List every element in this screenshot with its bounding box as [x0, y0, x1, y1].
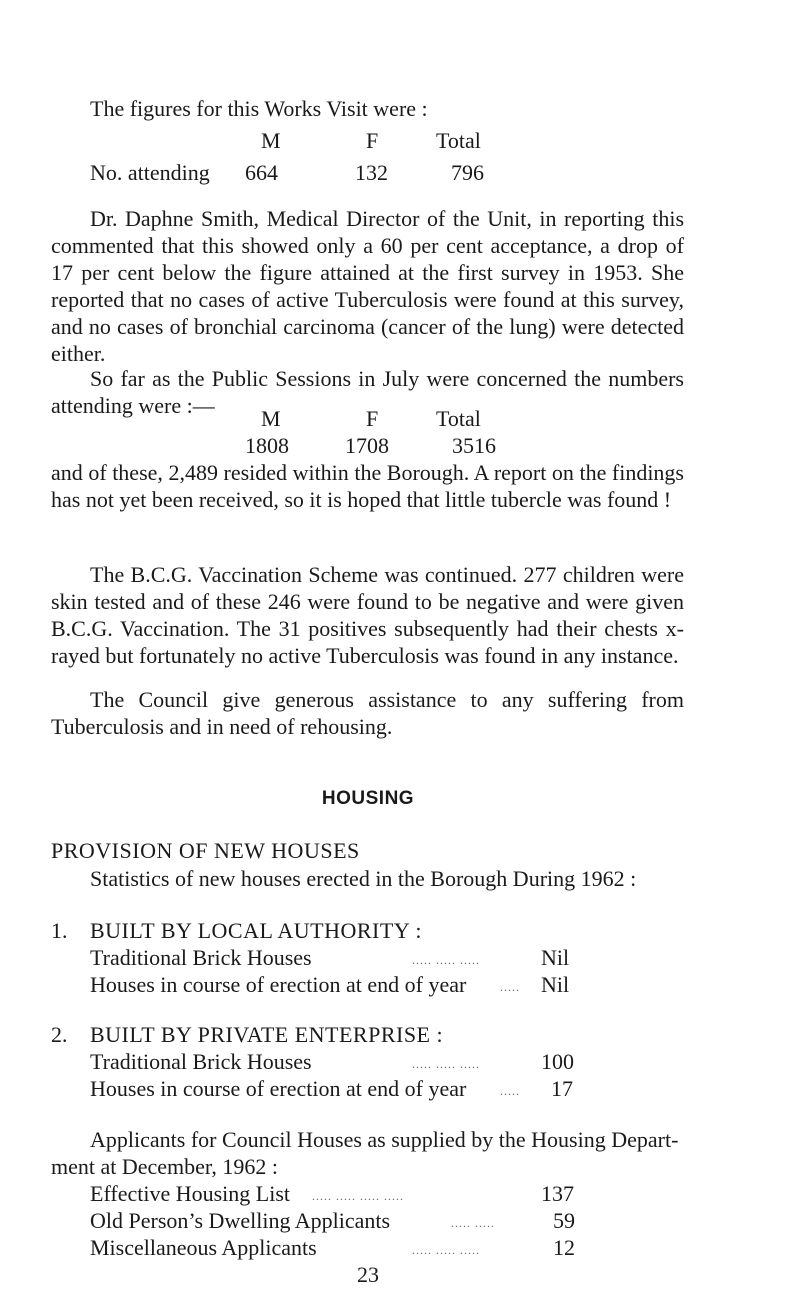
- section-2-item-1-value: 100: [541, 1049, 574, 1074]
- paragraph-bcg-text: The B.C.G. Vaccination Scheme was continued. 277 children were skin tested and of these 246 were found to be negative and were given B.C.G. Vaccination. The 31 positives subsequently had their chests x-rayed but fortunately no active Tuberculosis was found in any instance.: [51, 562, 684, 668]
- section-1-item-2-label: Houses in course of erection at end of year: [90, 972, 467, 997]
- paragraph-bcg: [51, 561, 684, 669]
- applicants-intro-line-2: ment at December, 1962 :: [51, 1154, 278, 1179]
- section-1-title: BUILT BY LOCAL AUTHORITY :: [90, 918, 422, 943]
- section-1-item-1-value: Nil: [541, 945, 570, 970]
- section-1-item-2-value: Nil: [541, 972, 570, 997]
- public-sessions-intro: So far as the Public Sessions in July were concerned the numbers attending were :—: [51, 366, 684, 418]
- section-1-item-2-dots: .....: [500, 980, 520, 994]
- section-2-title: BUILT BY PRIVATE ENTERPRISE :: [90, 1022, 444, 1047]
- paragraph-council: [51, 686, 684, 740]
- section-1-item-1-label: Traditional Brick Houses: [90, 945, 312, 970]
- applicant-row-old-person-dots: ..... .....: [451, 1216, 495, 1230]
- public-sessions-header-f: F: [366, 406, 379, 431]
- applicant-row-misc-dots: ..... ..... .....: [412, 1243, 480, 1257]
- paragraph-council-text: The Council give generous assistance to any suffering from Tuberculosis and in need of rehousing.: [51, 687, 684, 739]
- works-visit-header-f: F: [366, 128, 379, 153]
- public-sessions-value-total: 3516: [452, 433, 496, 458]
- public-sessions-header-total: Total: [436, 406, 481, 431]
- paragraph-public-sessions-after: [51, 459, 684, 513]
- public-sessions-value-f: 1708: [345, 433, 389, 458]
- applicant-row-misc-label: Miscellaneous Applicants: [90, 1235, 317, 1260]
- applicant-row-old-person-label: Old Person’s Dwelling Applicants: [90, 1208, 391, 1233]
- applicant-row-misc-value: 12: [553, 1235, 575, 1260]
- public-sessions-after-text: and of these, 2,489 resided within the Borough. A report on the findings has not yet been received, so it is hoped that little tubercle was found !: [51, 460, 684, 512]
- page-number: 23: [357, 1262, 379, 1287]
- works-visit-value-f: 132: [355, 160, 388, 185]
- paragraph-smith-report: [51, 205, 684, 367]
- housing-subheading: PROVISION OF NEW HOUSES: [51, 838, 360, 863]
- section-2-item-2-dots: .....: [500, 1084, 520, 1098]
- section-2-item-2-label: Houses in course of erection at end of year: [90, 1076, 467, 1101]
- section-2-item-1-dots: ..... ..... .....: [412, 1057, 480, 1071]
- works-visit-intro: The figures for this Works Visit were :: [90, 96, 428, 121]
- applicants-intro-line-1: Applicants for Council Houses as supplied by the Housing Depart-: [90, 1127, 679, 1152]
- section-2-item-2-value: 17: [551, 1076, 573, 1101]
- section-2-number: 2.: [51, 1022, 68, 1047]
- housing-heading: HOUSING: [321, 788, 415, 809]
- housing-statistics-line: Statistics of new houses erected in the Borough During 1962 :: [90, 866, 637, 891]
- public-sessions-header-m: M: [261, 406, 281, 431]
- section-1-item-1-dots: ..... ..... .....: [412, 953, 480, 967]
- applicant-row-effective-dots: ..... ..... ..... .....: [312, 1189, 404, 1203]
- section-1-number: 1.: [51, 918, 68, 943]
- works-visit-row-label: No. attending: [90, 160, 210, 185]
- works-visit-value-total: 796: [451, 160, 484, 185]
- public-sessions-value-m: 1808: [245, 433, 289, 458]
- applicant-row-old-person-value: 59: [553, 1208, 575, 1233]
- works-visit-value-m: 664: [245, 160, 278, 185]
- works-visit-header-total: Total: [436, 128, 481, 153]
- applicant-row-effective-value: 137: [541, 1181, 574, 1206]
- applicant-row-effective-label: Effective Housing List: [90, 1181, 290, 1206]
- paragraph-smith-text: Dr. Daphne Smith, Medical Director of the Unit, in reporting this commented that this showed only a 60 per cent acceptance, a drop of 17 per cent below the figure attained at the first survey in 1953. She reported that no cases of active Tuberculosis were found at this survey, and no cases of bronchial carcinoma (cancer of the lung) were detected either.: [51, 206, 684, 366]
- works-visit-header-m: M: [261, 128, 281, 153]
- section-2-item-1-label: Traditional Brick Houses: [90, 1049, 312, 1074]
